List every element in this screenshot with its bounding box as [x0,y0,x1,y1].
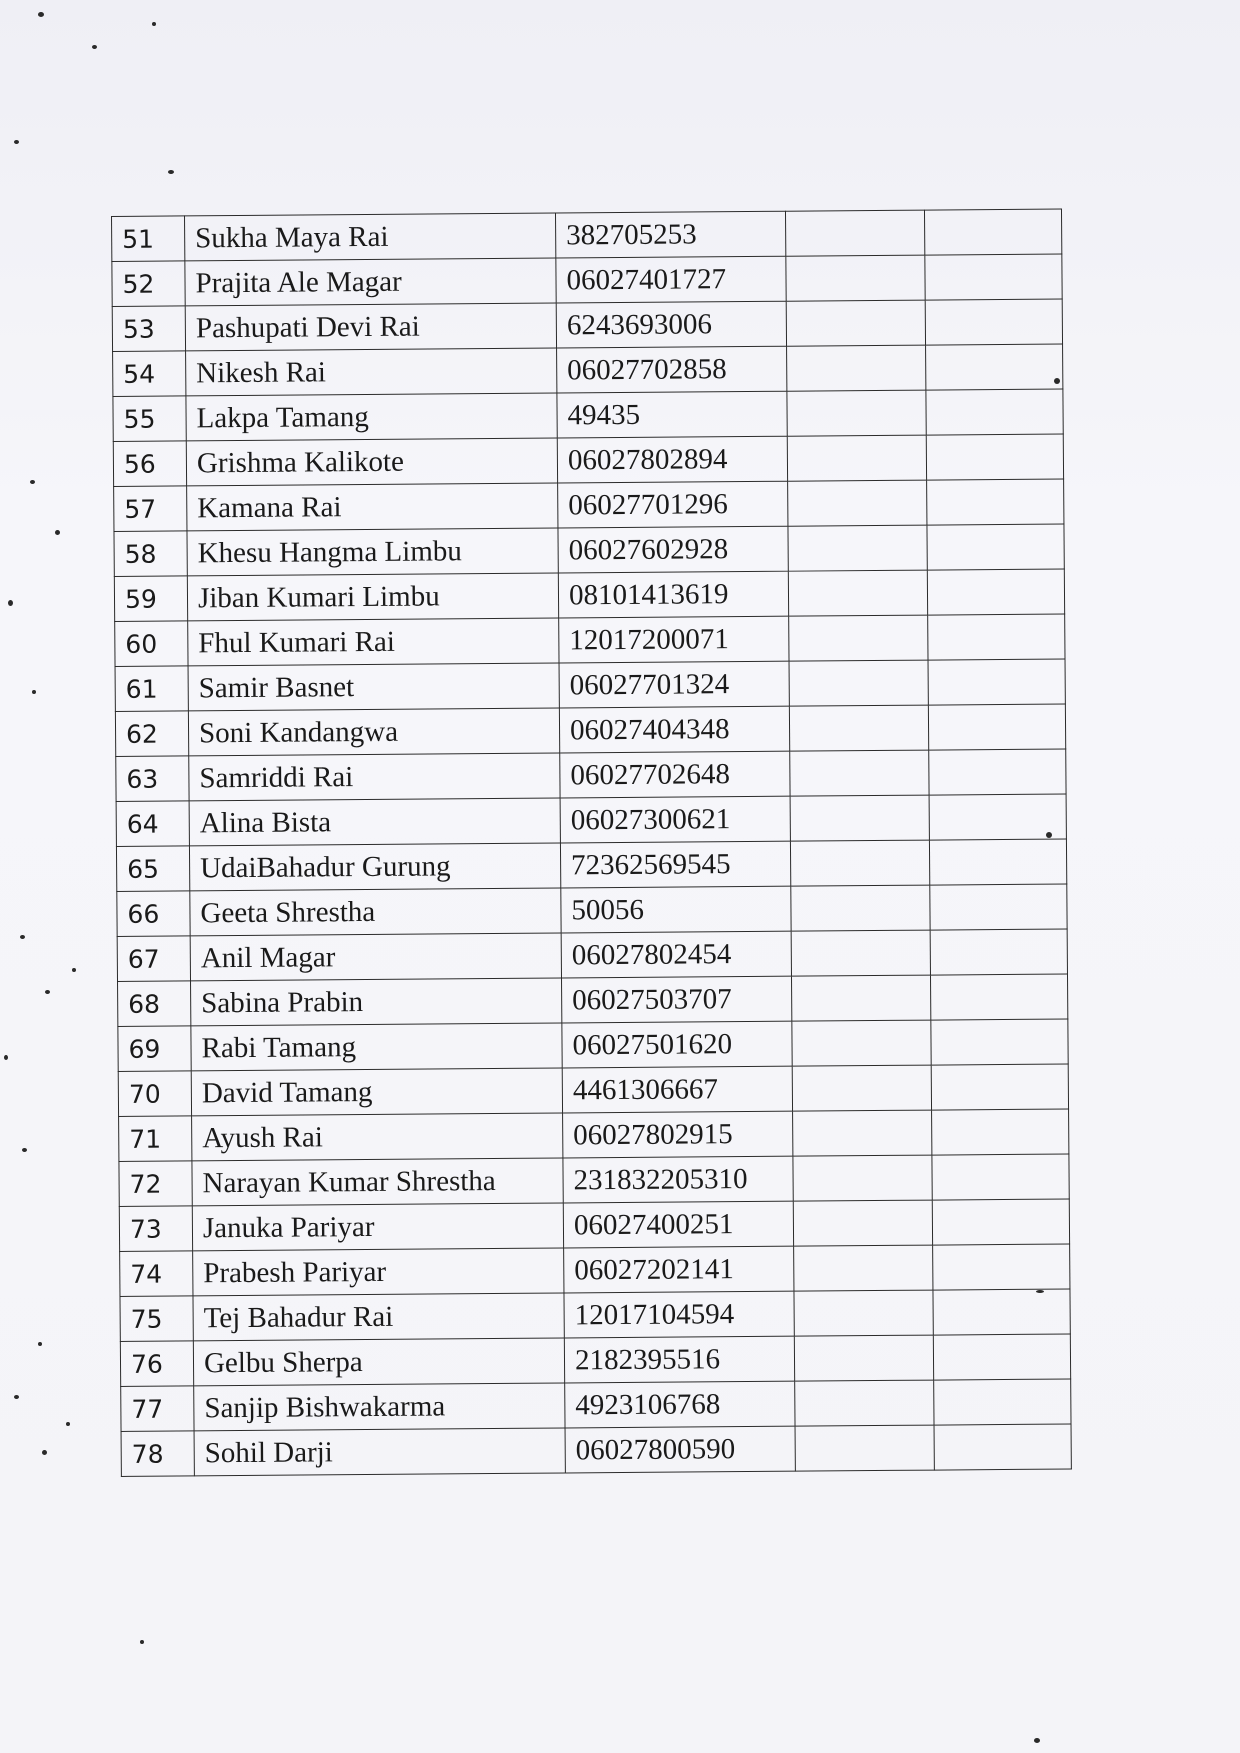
table-row [114,569,1064,621]
empty-cell [927,569,1064,615]
scan-speck [66,1422,70,1426]
table-row [114,479,1064,531]
empty-cell [934,1424,1071,1470]
empty-cell [926,344,1063,390]
empty-cell [928,614,1065,660]
empty-cell [924,209,1061,255]
id-number-cell: 06027802454 [561,931,791,978]
table-row [116,749,1066,801]
scan-speck [14,140,19,144]
id-number-cell: 382705253 [555,211,785,258]
table-row [116,794,1066,846]
table-row [120,1334,1070,1386]
name-cell: Sabina Prabin [191,978,562,1026]
table-row [112,254,1062,306]
name-cell: Anil Magar [190,933,561,981]
scan-speck [14,1395,19,1399]
serial-number-cell: 55 [113,396,186,442]
scan-speck [92,45,97,49]
name-cell: Januka Pariyar [192,1203,563,1251]
empty-cell [793,1200,932,1246]
table-row [119,1154,1069,1206]
id-number-cell: 06027503707 [561,976,791,1023]
table-row [118,1019,1068,1071]
empty-cell [926,434,1063,480]
serial-number-cell: 71 [119,1116,192,1162]
empty-cell [786,255,925,301]
scan-speck [8,600,13,606]
serial-number-cell: 60 [115,621,188,667]
name-cell: Geeta Shrestha [190,888,561,936]
table-row [113,344,1063,396]
empty-cell [794,1335,933,1381]
serial-number-cell: 67 [117,936,190,982]
name-cell: Gelbu Sherpa [193,1338,564,1386]
scan-speck [42,1450,47,1455]
name-cell: Soni Kandangwa [188,708,559,756]
name-cell: Rabi Tamang [191,1023,562,1071]
serial-number-cell: 63 [116,756,189,802]
empty-cell [930,884,1067,930]
scan-speck [20,935,25,939]
empty-cell [791,975,930,1021]
id-number-cell: 06027702648 [560,751,790,798]
table-row [116,839,1066,891]
empty-cell [932,1199,1069,1245]
empty-cell [925,254,1062,300]
empty-cell [787,390,926,436]
id-number-cell: 06027501620 [562,1021,792,1068]
serial-number-cell: 72 [119,1161,192,1207]
empty-cell [788,570,927,616]
id-number-cell: 06027702858 [557,346,787,393]
serial-number-cell: 76 [120,1341,193,1387]
table-row [115,614,1065,666]
empty-cell [795,1425,934,1471]
empty-cell [787,435,926,481]
empty-cell [926,389,1063,435]
scan-speck [72,968,76,972]
serial-number-cell: 75 [120,1296,193,1342]
name-cell: Samir Basnet [188,663,559,711]
table-row [118,1064,1068,1116]
id-number-cell: 2182395516 [564,1336,794,1383]
id-number-cell: 4461306667 [562,1066,792,1113]
scan-speck [140,1640,144,1644]
empty-cell [793,1110,932,1156]
empty-cell [792,1065,931,1111]
id-number-cell: 12017200071 [559,616,789,663]
empty-cell [791,885,930,931]
id-number-cell: 231832205310 [563,1156,793,1203]
serial-number-cell: 64 [116,801,189,847]
empty-cell [786,300,925,346]
empty-cell [927,524,1064,570]
name-cell: Nikesh Rai [186,348,557,396]
name-cell: Narayan Kumar Shrestha [192,1158,563,1206]
serial-number-cell: 70 [118,1071,191,1117]
empty-cell [790,750,929,796]
serial-number-cell: 62 [115,711,188,757]
empty-cell [789,705,928,751]
id-number-cell: 49435 [557,391,787,438]
table-row [117,929,1067,981]
id-number-cell: 06027400251 [563,1201,793,1248]
scan-speck [30,480,35,484]
name-cell: Sohil Darji [194,1428,565,1476]
serial-number-cell: 56 [113,441,186,487]
scan-speck [1034,1738,1040,1743]
name-cell: Lakpa Tamang [186,393,557,441]
name-cell: Sanjip Bishwakarma [194,1383,565,1431]
empty-cell [792,1020,931,1066]
name-cell: Sukha Maya Rai [185,213,556,261]
id-number-cell: 06027202141 [564,1246,794,1293]
id-number-cell: 06027602928 [558,526,788,573]
empty-cell [788,480,927,526]
id-number-cell: 06027800590 [565,1426,795,1473]
id-number-cell: 4923106768 [565,1381,795,1428]
name-cell: Tej Bahadur Rai [193,1293,564,1341]
scan-speck [32,690,36,694]
name-cell: Grishma Kalikote [186,438,557,486]
table-row [112,209,1062,261]
id-number-cell: 06027300621 [560,796,790,843]
name-cell: Prabesh Pariyar [193,1248,564,1296]
empty-cell [790,840,929,886]
scan-speck [38,1342,42,1346]
empty-cell [794,1245,933,1291]
empty-cell [793,1155,932,1201]
empty-cell [930,974,1067,1020]
empty-cell [932,1154,1069,1200]
id-number-cell: 06027802894 [557,436,787,483]
name-cell: Alina Bista [189,798,560,846]
serial-number-cell: 54 [113,351,186,397]
scan-speck [152,22,156,26]
serial-number-cell: 59 [114,576,187,622]
table-row [112,299,1062,351]
name-cell: Prajita Ale Magar [185,258,556,306]
serial-number-cell: 66 [117,891,190,937]
empty-cell [934,1379,1071,1425]
serial-number-cell: 58 [114,531,187,577]
table-row [115,704,1065,756]
roster-table [111,209,1072,1477]
serial-number-cell: 52 [112,261,185,307]
serial-number-cell: 69 [118,1026,191,1072]
empty-cell [933,1289,1070,1335]
serial-number-cell: 51 [112,216,185,262]
table-row [113,434,1063,486]
empty-cell [789,615,928,661]
table-row [119,1109,1069,1161]
empty-cell [787,345,926,391]
id-number-cell: 72362569545 [560,841,790,888]
table-row [117,884,1067,936]
table-row [120,1289,1070,1341]
name-cell: Pashupati Devi Rai [185,303,556,351]
empty-cell [795,1380,934,1426]
id-number-cell: 06027701296 [558,481,788,528]
scan-speck [45,990,50,994]
id-number-cell: 6243693006 [556,301,786,348]
serial-number-cell: 77 [121,1386,194,1432]
scan-speck [4,1055,8,1060]
id-number-cell: 12017104594 [564,1291,794,1338]
empty-cell [790,795,929,841]
scan-speck [168,170,174,174]
empty-cell [927,479,1064,525]
empty-cell [785,210,924,256]
id-number-cell: 50056 [561,886,791,933]
scan-speck [55,530,60,535]
name-cell: Ayush Rai [192,1113,563,1161]
empty-cell [929,749,1066,795]
table-row [113,389,1063,441]
serial-number-cell: 78 [121,1431,194,1477]
name-cell: Samriddi Rai [189,753,560,801]
serial-number-cell: 53 [112,306,185,352]
id-number-cell: 06027802915 [563,1111,793,1158]
serial-number-cell: 74 [120,1251,193,1297]
table-row [121,1424,1071,1476]
table-row [120,1244,1070,1296]
empty-cell [929,794,1066,840]
empty-cell [931,1064,1068,1110]
empty-cell [794,1290,933,1336]
empty-cell [791,930,930,976]
empty-cell [932,1109,1069,1155]
empty-cell [925,299,1062,345]
serial-number-cell: 65 [116,846,189,892]
id-number-cell: 08101413619 [558,571,788,618]
empty-cell [928,704,1065,750]
id-number-cell: 06027701324 [559,661,789,708]
table-row [115,659,1065,711]
serial-number-cell: 73 [119,1206,192,1252]
serial-number-cell: 68 [118,981,191,1027]
name-cell: UdaiBahadur Gurung [189,843,560,891]
empty-cell [930,929,1067,975]
table-row [119,1199,1069,1251]
empty-cell [928,659,1065,705]
serial-number-cell: 57 [114,486,187,532]
empty-cell [929,839,1066,885]
empty-cell [931,1019,1068,1065]
scan-speck [22,1148,27,1152]
serial-number-cell: 61 [115,666,188,712]
empty-cell [933,1334,1070,1380]
name-cell: Kamana Rai [187,483,558,531]
empty-cell [933,1244,1070,1290]
empty-cell [788,525,927,571]
name-cell: Fhul Kumari Rai [188,618,559,666]
empty-cell [789,660,928,706]
table-row [114,524,1064,576]
name-cell: Jiban Kumari Limbu [187,573,558,621]
name-cell: Khesu Hangma Limbu [187,528,558,576]
table-row [121,1379,1071,1431]
id-number-cell: 06027404348 [559,706,789,753]
name-cell: David Tamang [191,1068,562,1116]
scan-speck [38,12,44,17]
table-row [118,974,1068,1026]
id-number-cell: 06027401727 [556,256,786,303]
